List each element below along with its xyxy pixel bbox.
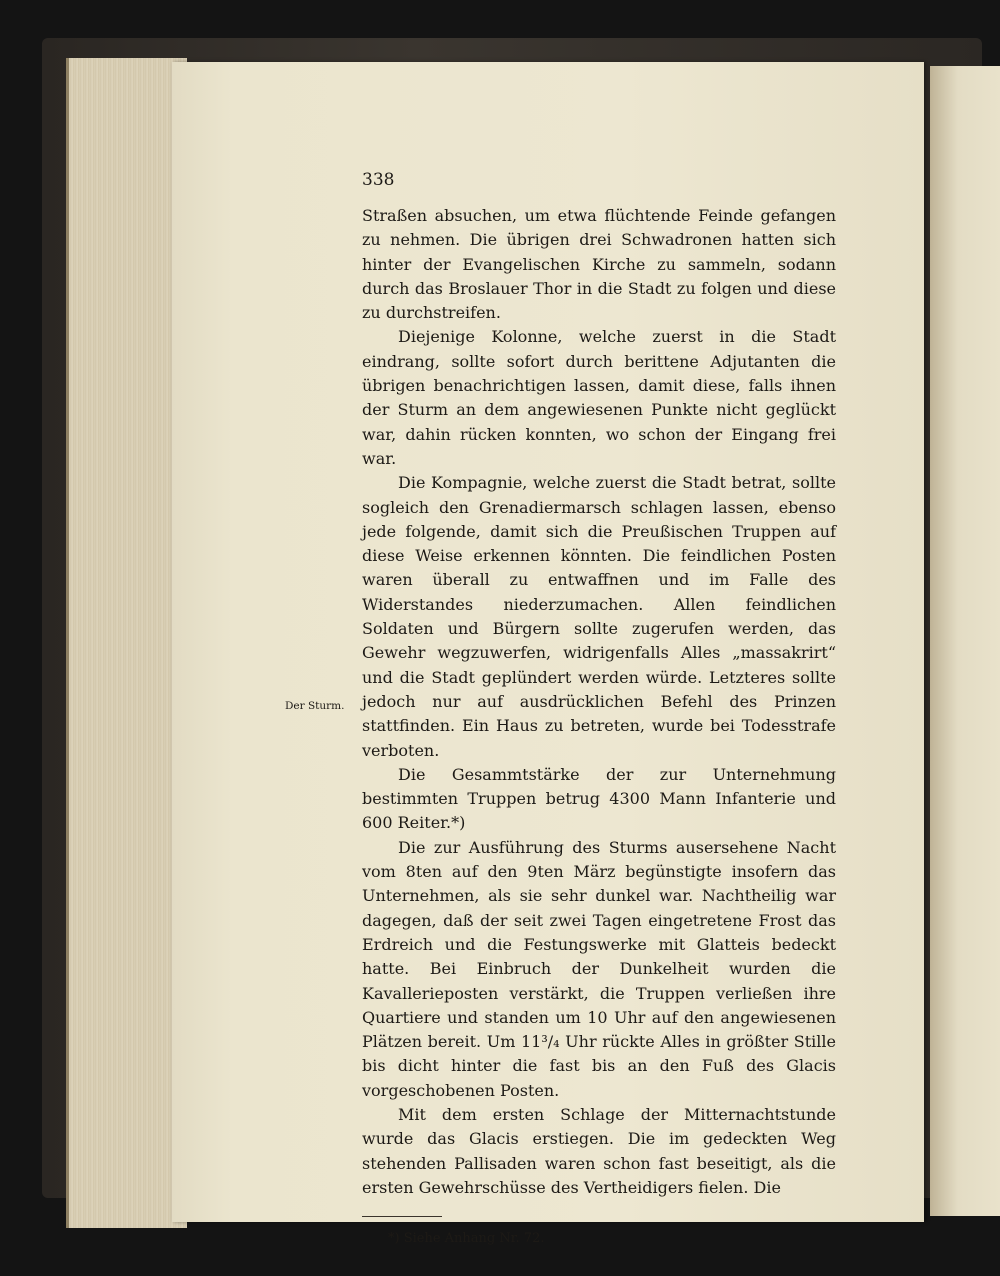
paragraph-3: Die Kompagnie, welche zuerst die Stadt betrat, sollte sogleich den Grenadiermarsch schlagen lassen, ebenso jede folgende, damit sich die Preußischen Truppen auf diese Weise erkennen könnten. Die feindlichen Posten waren überall zu entwaffnen und im Falle des Widerstandes niederzumachen. Allen feindlichen Soldaten und Bürgern sollte zugerufen werden, das Gewehr wegzuwerfen, widrigenfalls Alles „massakrirt“ und die Stadt geplündert werden würde. Letzteres sollte jedoch nur auf ausdrücklichen Befehl des Prinzen stattfinden. Ein Haus zu betreten, wurde bei Todesstrafe verboten. — [362, 473, 836, 760]
facing-page-edge — [930, 66, 1000, 1216]
page-stack-edges — [66, 58, 187, 1228]
paragraph-4: Die Gesammtstärke der zur Unternehmung bestimmten Truppen betrug 4300 Mann Infanterie und 600 Reiter.*) — [362, 764, 836, 833]
paragraph-1: Straßen absuchen, um etwa flüchtende Feinde gefangen zu nehmen. Die übrigen drei Schwadronen hatten sich hinter der Evangelischen Kirche zu sammeln, sodann durch das Broslauer Thor in die Stadt zu folgen und diese zu durchstreifen. — [362, 206, 836, 323]
footnote-rule — [362, 1216, 442, 1217]
paragraph-6: Mit dem ersten Schlage der Mitternachtstunde wurde das Glacis erstiegen. Die im gedeckten Weg stehenden Pallisaden waren schon fast beseitigt, als die ersten Gewehrschüsse des Vertheidigers fielen. Die — [362, 1104, 836, 1197]
footnote: *) Siehe Anhang Nr. 72. — [388, 1231, 545, 1247]
paragraph-5: Die zur Ausführung des Sturms ausersehene Nacht vom 8ten auf den 9ten März begünstigte insofern das Unternehmen, als sie sehr dunkel war. Nachtheilig war dagegen, daß der seit zwei Tagen eingetretene Frost das Erdreich und die Festungswerke mit Glatteis bedeckt hatte. Bei Einbruch der Dunkelheit wurden die Kavallerieposten verstärkt, die Truppen verließen ihre Quartiere und standen um 10 Uhr auf den angewiesenen Plätzen bereit. Um 11³/₄ Uhr rückte Alles in größter Stille bis dicht hinter die fast bis an den Fuß des Glacis vorgeschobenen Posten. — [362, 837, 836, 1100]
paragraph-2: Diejenige Kolonne, welche zuerst in die Stadt eindrang, sollte sofort durch berittene Adjutanten die übrigen benachrichtigen lassen, damit diese, falls ihnen der Sturm an dem angewiesenen Punkte nicht geglückt war, dahin rücken konnten, wo schon der Eingang frei war. — [362, 327, 836, 468]
text-block — [362, 170, 836, 1246]
margin-note: Der Sturm. — [285, 700, 345, 712]
page-number: 338 — [362, 170, 395, 190]
